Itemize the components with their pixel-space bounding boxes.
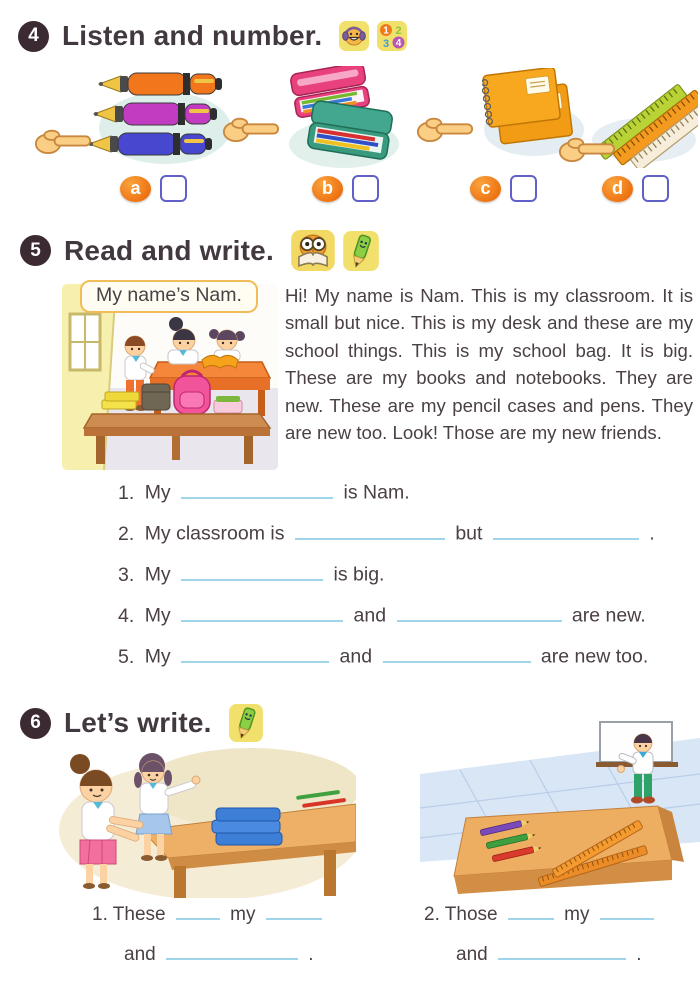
q2-blank-2[interactable] <box>493 521 639 540</box>
sentence-text: my <box>564 904 590 926</box>
sentence-1 <box>92 902 327 966</box>
item-d-tag <box>602 175 669 202</box>
exercise6-title: Let’s write. <box>64 707 212 738</box>
listening-icon <box>339 21 369 51</box>
question-2 <box>118 521 693 545</box>
question-number: 2. <box>118 522 135 545</box>
pointing-hand-icon <box>222 112 280 144</box>
exercise4-header <box>18 20 407 52</box>
question-text: and <box>339 645 373 668</box>
q1-blank[interactable] <box>181 480 333 499</box>
sentence-2 <box>424 902 659 966</box>
reading-passage: Hi! My name is Nam. This is my classroom. It is small but nice. This is my desk and these are my school things. This is my school bag. It is big. These are my books and notebooks. They are new. These are my pencil cases and pens. They are new too. Look! Those are my new friends. <box>285 285 693 444</box>
item-b-tag <box>312 175 379 202</box>
q4-blank-2[interactable] <box>397 603 562 622</box>
question-number: 5. <box>118 645 135 668</box>
exercise5-header <box>20 230 379 271</box>
books-table-illustration <box>56 746 356 898</box>
digit-1: 1 <box>383 25 390 37</box>
s1-blank-1[interactable] <box>176 902 220 920</box>
exercise4-title: Listen and number. <box>62 20 323 51</box>
item-c-label: c <box>470 176 501 202</box>
question-text: are new too. <box>540 645 649 668</box>
question-text: is Nam. <box>343 481 410 504</box>
pencil-icon <box>229 704 263 742</box>
exercise5-title: Read and write. <box>64 234 274 266</box>
question-text: are new. <box>571 604 646 627</box>
sentence-text: . <box>636 944 642 966</box>
pencil-cases-image <box>286 66 404 179</box>
item-b-label: b <box>312 176 343 202</box>
item-b-answer-box[interactable] <box>352 175 379 202</box>
digit-3: 3 <box>383 38 390 50</box>
item-a-label: a <box>120 176 151 202</box>
question-text: My <box>144 481 171 504</box>
exercise6-header <box>20 704 263 742</box>
question-text: My <box>144 604 171 627</box>
sentence-text: . <box>308 944 314 966</box>
classroom-floor-illustration <box>420 712 700 904</box>
item-c-tag <box>470 175 537 202</box>
pointing-hand-icon <box>558 132 616 164</box>
item-a-tag <box>120 175 187 202</box>
pointing-hand-icon <box>34 124 92 156</box>
sentence-text: Those <box>444 904 498 926</box>
sentence-text: and <box>456 944 488 966</box>
question-5 <box>118 644 693 668</box>
question-number: 4. <box>118 604 135 627</box>
item-a-answer-box[interactable] <box>160 175 187 202</box>
question-number: 3. <box>118 563 135 586</box>
sentence-text: These <box>112 904 166 926</box>
question-text: My <box>144 645 171 668</box>
s2-blank-3[interactable] <box>498 942 626 960</box>
pointing-hand-icon <box>416 112 474 144</box>
q3-blank[interactable] <box>181 562 323 581</box>
digit-2: 2 <box>395 25 402 37</box>
question-1 <box>118 480 693 504</box>
exercise5-number-badge: 5 <box>20 235 51 266</box>
item-d-answer-box[interactable] <box>642 175 669 202</box>
question-text: My classroom is <box>144 522 285 545</box>
owl-reading-icon <box>291 230 335 271</box>
s1-blank-3[interactable] <box>166 942 298 960</box>
numbers-icon <box>377 21 407 51</box>
q2-blank-1[interactable] <box>295 521 445 540</box>
question-text: My <box>144 563 171 586</box>
pencil-icon <box>343 231 379 271</box>
question-text: . <box>649 522 655 545</box>
q5-blank-1[interactable] <box>181 644 329 663</box>
question-4 <box>118 603 693 627</box>
sentence-number: 1. <box>92 904 108 926</box>
sentence-number: 2. <box>424 904 440 926</box>
digit-4: 4 <box>396 38 402 50</box>
s2-blank-2[interactable] <box>600 902 654 920</box>
speech-bubble: My name’s Nam. <box>80 280 258 313</box>
question-3 <box>118 562 693 586</box>
pens-image <box>85 66 237 175</box>
exercise4-number-badge: 4 <box>18 21 49 52</box>
s2-blank-1[interactable] <box>508 902 554 920</box>
q5-blank-2[interactable] <box>383 644 531 663</box>
question-text: and <box>353 604 387 627</box>
question-text: but <box>455 522 483 545</box>
question-text: is big. <box>333 563 385 586</box>
item-c-answer-box[interactable] <box>510 175 537 202</box>
question-list <box>118 480 693 685</box>
sentence-text: and <box>124 944 156 966</box>
sentence-text: my <box>230 904 256 926</box>
s1-blank-2[interactable] <box>266 902 322 920</box>
item-d-label: d <box>602 176 633 202</box>
exercise6-number-badge: 6 <box>20 708 51 739</box>
question-number: 1. <box>118 481 135 504</box>
q4-blank-1[interactable] <box>181 603 343 622</box>
